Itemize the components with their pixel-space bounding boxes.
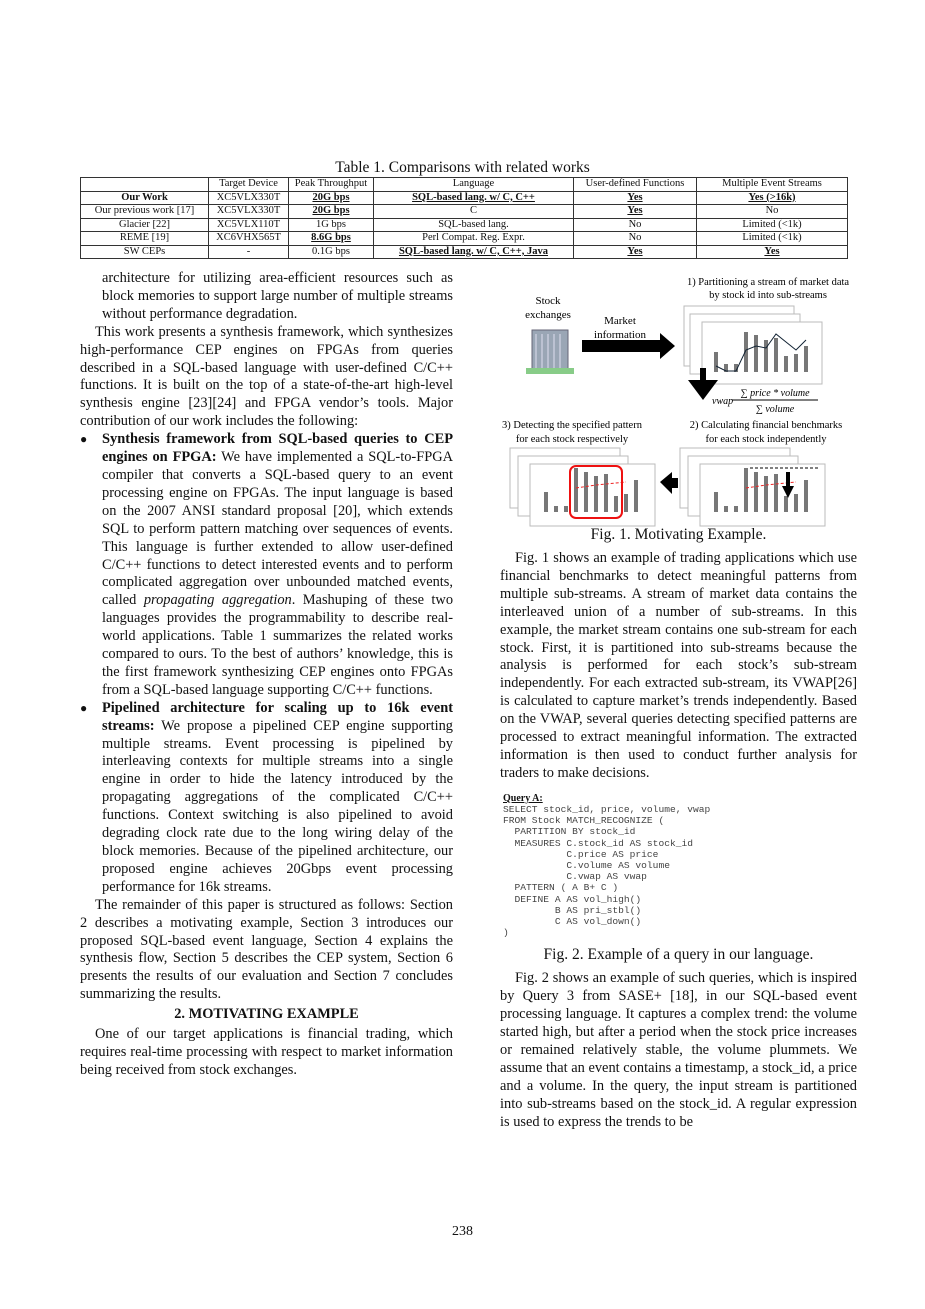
cell: No [697, 205, 848, 219]
cell: XC5VLX110T [209, 218, 289, 232]
cell: - [209, 245, 289, 259]
cell: 0.1G bps [289, 245, 374, 259]
table-row [81, 245, 848, 259]
building-icon [526, 330, 574, 374]
step3-line1: 3) Detecting the specified pattern [502, 420, 642, 431]
bullet-item [80, 431, 453, 700]
query-title: Query A: [503, 792, 543, 804]
cell: SQL-based lang. w/ C, C++, Java [374, 245, 574, 259]
table-row [81, 232, 848, 246]
figure-1-caption: Fig. 1. Motivating Example. [590, 526, 767, 543]
cell: SW CEPs [81, 245, 209, 259]
label-exchanges: exchanges [525, 309, 571, 321]
header-cell: Peak Throughput [289, 178, 374, 192]
cell: C [374, 205, 574, 219]
cell: Limited (<1k) [697, 218, 848, 232]
vwap-label: vwap [712, 396, 734, 407]
cell: Yes [574, 245, 697, 259]
figure-2-caption: Fig. 2. Example of a query in our language. [543, 946, 814, 964]
page-number: 238 [452, 1224, 473, 1239]
cell: 20G bps [289, 191, 374, 205]
cell: SQL-based lang. w/ C, C++ [374, 191, 574, 205]
cell: 20G bps [289, 205, 374, 219]
cell: Limited (<1k) [697, 232, 848, 246]
step1-line2: by stock id into sub-streams [709, 290, 827, 301]
bullet-icon: ● [80, 432, 88, 447]
paragraph: Fig. 1 shows an example of trading applications which use financial benchmarks to detect meaningful patterns from multiple sub-streams. A stream of market data contains the interleaved union of a number of sub-streams. In this example, the market stream contains one sub-stream for each stock. First, it is partitioned into sub-streams because the analysis is performed for each stock’s sub-stream independently. For each extracted sub-stream, its VWAP[26] is calculated to capture market’s trends independently. Based on the VWAP, several queries detecting specified patterns are processed to extract meaningful information. The extracted information is then used to conduct further analysis for traders to make decisions. [500, 550, 857, 781]
label-stock: Stock [535, 295, 561, 307]
cell: Yes [574, 191, 697, 205]
cell: 8.6G bps [289, 232, 374, 246]
bullet-text: We propose a pipelined CEP engine supporting multiple streams. Event processing is pipelined by interleaving contexts for multiple streams into a single engine in order to hide the latency introduced by the propagating aggregations of the complicated C/C++ functions. Context switching is also pipelined to avoid degrading clock rate due to the long wiring delay of the block memories. Because of the pipelined architecture, our proposed engine achieves 20Gbps event processing performance for 16k streams. [102, 717, 453, 895]
cell: Perl Compat. Reg. Expr. [374, 232, 574, 246]
step2-line1: 2) Calculating financial benchmarks [689, 420, 843, 431]
left-column [80, 270, 453, 1080]
paragraph: The remainder of this paper is structured as follows: Section 2 describes a motivating example, Section 3 introduces our proposed SQL-based event language, Section 4 explains the synthesis flow, Section 5 describes the CEP system, Section 6 presents the results of our evaluation and Section 7 concludes summarizing the results. [80, 896, 453, 1003]
header-cell: User-defined Functions [574, 178, 697, 192]
figure-1-diagram [500, 272, 860, 534]
label-market: Market [604, 315, 636, 327]
bullet-text: We have implemented a SQL-to-FPGA compiler that converts a SQL-based query to an event processing engine on FPGAs. The input language is based on the 2007 ANSI standard proposal [20], which extends SQL to perform pattern matching over sequences of events. This language is further extended to allow user-defined C/C++ functions to detect interested events and to perform complicated aggregation over unbounded matched events, called [102, 449, 453, 609]
table-row [81, 205, 848, 219]
cell: No [574, 232, 697, 246]
cell: Glacier [22] [81, 218, 209, 232]
vwap-numerator: ∑ price * volume [740, 388, 810, 399]
cell: REME [19] [81, 232, 209, 246]
emphasis: propagating aggregation [143, 592, 292, 609]
cell: Yes [697, 245, 848, 259]
header-cell: Language [374, 178, 574, 192]
step2-line2: for each stock independently [705, 434, 827, 445]
bullet-heading: Pipelined architecture for scaling up to 16k event streams: [102, 699, 453, 734]
arrow-left-icon [660, 472, 678, 494]
paragraph: One of our target applications is financial trading, which requires real-time processing with respect to market information being received from stock exchanges. [80, 1026, 453, 1078]
bullet-item [80, 700, 453, 897]
cell: XC5VLX330T [209, 205, 289, 219]
cell: No [574, 218, 697, 232]
cell: XC5VLX330T [209, 191, 289, 205]
step3-line2: for each stock respectively [515, 434, 629, 445]
header-cell: Target Device [209, 178, 289, 192]
bullet-icon: ● [80, 700, 88, 715]
cell: SQL-based lang. [374, 218, 574, 232]
paragraph: architecture for utilizing area-efficient resources such as block memories to support large number of multiple streams without performance degradation. [102, 270, 453, 322]
bullet-heading: Synthesis framework from SQL-based queries to CEP engines on FPGA: [102, 431, 453, 466]
table-row [81, 191, 848, 205]
header-cell [81, 178, 209, 192]
cell: XC6VHX565T [209, 232, 289, 246]
header-cell: Multiple Event Streams [697, 178, 848, 192]
query-code: SELECT stock_id, price, volume, vwap FROM Stock MATCH_RECOGNIZE ( PARTITION BY stock_id MEASURES C.stock_id AS stock_id C.price AS price C.volume AS volume C.vwap AS vwap PATTERN ( A B+ C ) DEFINE A AS vol_high() B AS pri_stbl() C AS vol_down() ) [503, 803, 711, 939]
cell: Yes (>16k) [697, 191, 848, 205]
table-header-row [81, 178, 848, 192]
bullet-text: . Mashuping of these two languages provides the programmability to describe real-world applications. Table 1 summarizes the related works compared to ours. To the best of authors’ knowledge, this is the first framework synthesizing CEP engines onto FPGAs from a SQL-based language supporting C/C++ functions. [102, 592, 454, 698]
paragraph: Fig. 2 shows an example of such queries, which is inspired by Query 3 from SASE+ [18], in our SQL-based event processing language. It captures a complex trend: the volume started high, but after a period when the stock price increases or remained relatively stable, the volume plummets. We assume that an event contains a timestamp, a stock_id, a price and a volume. In the query, the input stream is partitioned into sub-streams based on the stock_id. A regular expression is used to express the trends to be [500, 970, 857, 1130]
table-row [81, 218, 848, 232]
vwap-denominator: ∑ volume [755, 404, 795, 415]
table-caption: Table 1. Comparisons with related works [335, 159, 590, 176]
step1-line1: 1) Partitioning a stream of market data [686, 277, 850, 288]
paragraph: This work presents a synthesis framework, which synthesizes high-performance CEP engines on FPGAs from queries described in a SQL-based language with user-defined C/C++ functions. It is built on the top of a state-of-the-art high-level synthesis engine [23][24] and FPGA vendor’s tools. Major contribution of our work includes the following: [80, 323, 453, 430]
cell: Yes [574, 205, 697, 219]
comparison-table [80, 177, 848, 259]
query-code-block [503, 793, 857, 939]
right-column [500, 550, 857, 1131]
label-information: information [594, 329, 646, 341]
cell: Our previous work [17] [81, 205, 209, 219]
cell: Our Work [81, 191, 209, 205]
cell: 1G bps [289, 218, 374, 232]
section-heading: 2. MOTIVATING EXAMPLE [174, 1006, 359, 1023]
